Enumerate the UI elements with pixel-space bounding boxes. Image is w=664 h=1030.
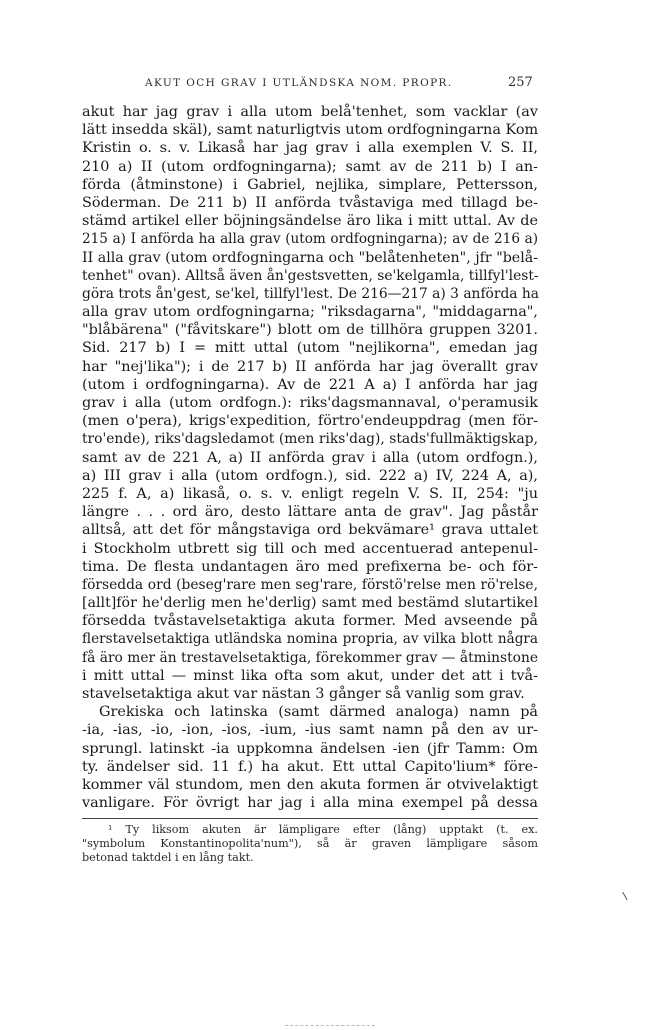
text-line: a) III grav i alla (utom ordfogn.), sid. 222 a) IV, 224 A, a),	[82, 467, 538, 484]
text-line: 210 a) II (utom ordfogningarna); samt av de 211 b) I an-	[82, 158, 538, 175]
text-line: 225 f. A, a) likaså, o. s. v. enligt regeln V. S. II, 254: "ju	[82, 485, 538, 502]
text-line: i mitt uttal — minst lika ofta som akut, under det att i två-	[82, 667, 538, 684]
text-line: längre . . . ord äro, desto lättare anta de grav". Jag påstår	[82, 504, 538, 521]
text-line: Söderman. De 211 b) II anförda tvåstaviga med tillagd be-	[82, 194, 538, 211]
scan-speck	[622, 889, 633, 900]
text-line: tima. De flesta undantagen äro med prefixerna be- och för-	[82, 558, 538, 575]
text-line: vanligare. För övrigt har jag i alla mina exempel på dessa	[82, 795, 538, 812]
scan-smudge	[285, 1025, 375, 1026]
text-line: II alla grav (utom ordfogningarna och "belåtenheten", jfr "belå-	[82, 249, 538, 266]
text-line: akut har jag grav i alla utom belå'tenhet, som vacklar (av	[82, 104, 538, 120]
text-line: har "nej'lika"); i de 217 b) II anförda har jag överallt grav	[82, 358, 538, 375]
text-line: flerstavelsetaktiga utländska nomina propria, av vilka blott några	[82, 631, 538, 648]
text-line: få äro mer än trestavelsetaktiga, förekommer grav — åtminstone	[82, 649, 538, 666]
text-line: grav i alla (utom ordfogn.): riks'dagsmannaval, o'peramusik	[82, 395, 538, 411]
footnote	[82, 823, 538, 865]
footnote-line: betonad taktdel i en lång takt.	[82, 851, 254, 864]
text-line: -ia, -ias, -io, -ion, -ios, -ium, -ius samt namn på den av ur-	[82, 722, 538, 739]
text-line: kommer väl stundom, men den akuta formen är otvivelaktigt	[82, 776, 538, 793]
text-line: göra trots ån'gest, se'kel, tillfyl'lest. De 216—217 a) 3 anförda ha	[82, 285, 540, 302]
footnote-line: ¹ Ty liksom akuten är lämpligare efter (lång) upptakt (t. ex.	[108, 823, 538, 836]
text-line: Sid. 217 b) I = mitt uttal (utom "nejlikorna", emedan jag	[82, 340, 538, 357]
text-line: förda (åtminstone) i Gabriel, nejlika, simplare, Pettersson,	[82, 176, 538, 193]
footnote-line: "symbolum Konstantinopolita'num"), så är graven lämpligare såsom	[82, 837, 538, 850]
text-line: tenhet" ovan). Alltså även ån'gestsvetten, se'kelgamla, tillfyl'lest-	[82, 267, 539, 284]
text-line: [allt]för he'derlig men he'derlig) samt med bestämd slutartikel	[82, 595, 538, 612]
text-line: tro'ende), riks'dagsledamot (men riks'dag), stads'fullmäktigskap,	[82, 431, 538, 448]
text-line: "blåbärena" ("fåvitskare") blott om de tillhöra gruppen 3201.	[82, 322, 538, 339]
page-number: 257	[508, 75, 533, 90]
text-line: stavelsetaktiga akut var nästan 3 gånger så vanlig som grav.	[82, 686, 525, 702]
text-line: försedda ord (beseg'rare men seg'rare, förstö'relse men rö'relse,	[82, 576, 538, 593]
text-line: (utom i ordfogningarna). Av de 221 A a) I anförda har jag	[82, 376, 538, 393]
text-line: alltså, att det för mångstaviga ord bekvämare¹ grava uttalet	[82, 522, 538, 539]
running-head: AKUT OCH GRAV I UTLÄNDSKA NOM. PROPR.	[145, 77, 453, 89]
text-line: i Stockholm utbrett sig till och med accentuerad antepenul-	[82, 540, 538, 557]
footnote-rule	[82, 818, 538, 819]
text-line: stämd artikel eller böjningsändelse äro lika i mitt uttal. Av de	[82, 213, 538, 230]
text-line: ty. ändelser sid. 11 f.) ha akut. Ett uttal Capito'lium* före-	[82, 758, 538, 775]
text-line: sprungl. latinskt -ia uppkomna ändelsen -ien (jfr Tamm: Om	[82, 740, 538, 757]
body-text	[82, 103, 538, 812]
text-line: lätt insedda skäl), samt naturligtvis utom ordfogningarna Kom	[82, 122, 539, 139]
text-line: alla grav utom ordfogningarna; "riksdagarna", "middagarna",	[82, 304, 538, 321]
text-line: 215 a) I anförda ha alla grav (utom ordfogningarna); av de 216 a)	[82, 231, 538, 248]
text-line: samt av de 221 A, a) II anförda grav i alla (utom ordfogn.),	[82, 449, 538, 466]
text-line: Grekiska och latinska (samt därmed analoga) namn på	[99, 704, 538, 721]
text-line: försedda tvåstavelsetaktiga akuta former. Med avseende på	[82, 613, 538, 630]
text-line: (men o'pera), krigs'expedition, förtro'endeuppdrag (men för-	[82, 413, 538, 430]
text-line: Kristin o. s. v. Likaså har jag grav i alla exemplen V. S. II,	[82, 140, 538, 157]
